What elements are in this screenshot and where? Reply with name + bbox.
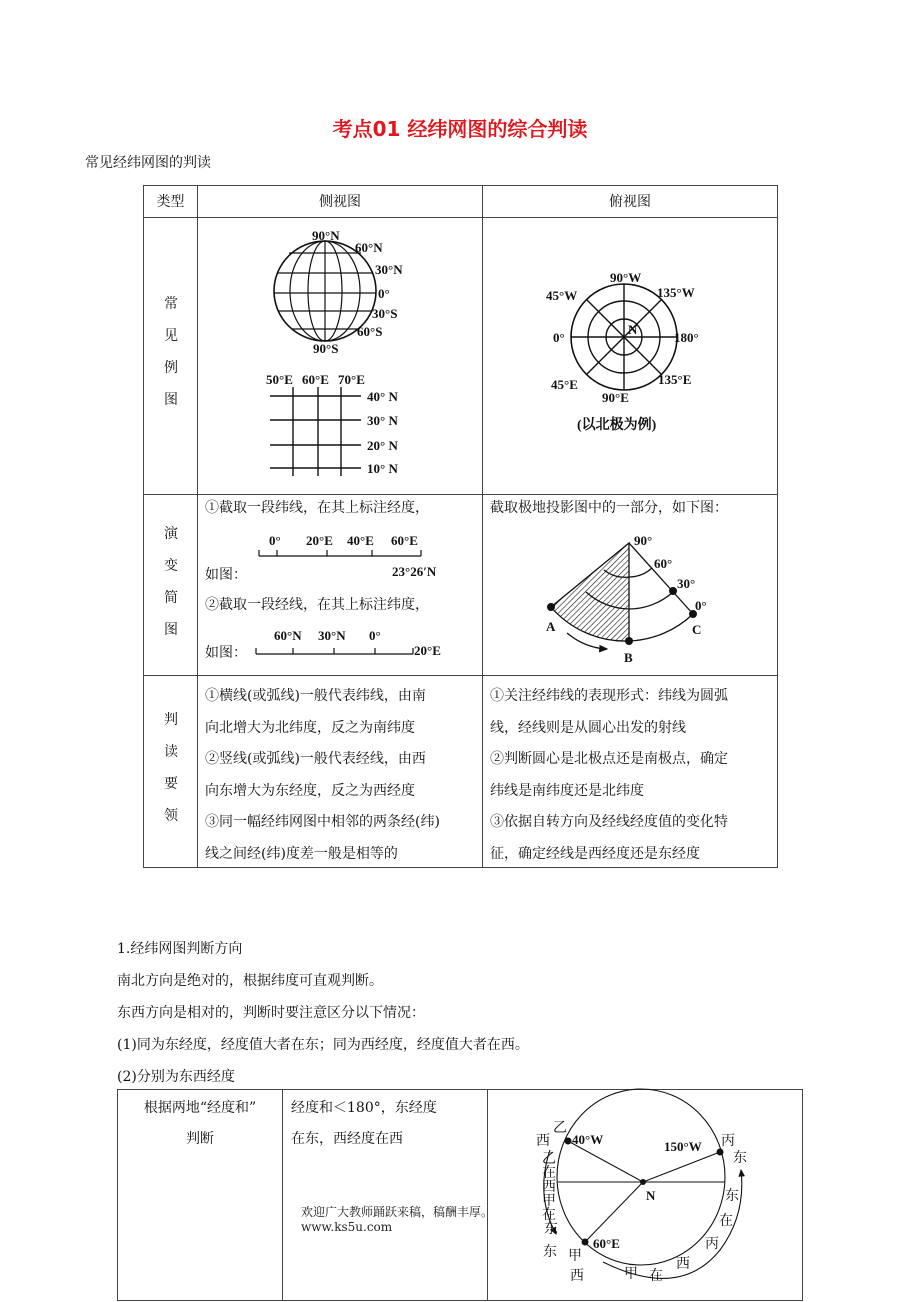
section-line: 东西方向是相对的，判断时要注意区分以下情况： xyxy=(117,1005,425,1021)
svg-text:23°26′N: 23°26′N xyxy=(392,564,437,579)
svg-text:东: 东 xyxy=(543,1245,557,1260)
svg-text:N: N xyxy=(646,1188,656,1203)
svg-text:10° N: 10° N xyxy=(367,461,398,476)
svg-text:N: N xyxy=(628,322,638,337)
svg-text:70°E: 70°E xyxy=(338,372,365,387)
svg-text:西: 西 xyxy=(676,1257,690,1272)
svg-text:C: C xyxy=(692,622,702,637)
section-line: (2)分别为东西经度 xyxy=(117,1069,235,1085)
svg-text:乙: 乙 xyxy=(542,1152,556,1167)
svg-text:乙: 乙 xyxy=(553,1121,567,1136)
svg-text:甲: 甲 xyxy=(542,1194,556,1209)
evolution-text-1: ①截取一段纬线，在其上标注经度， xyxy=(205,500,429,516)
svg-text:45°W: 45°W xyxy=(546,288,578,303)
svg-text:45°E: 45°E xyxy=(551,377,578,392)
svg-text:30°S: 30°S xyxy=(372,306,398,321)
svg-text:东: 东 xyxy=(733,1151,747,1166)
subtitle: 常见经纬网图的判读 xyxy=(85,155,211,171)
key-points-left: ①横线(或弧线)一般代表纬线，由南 向北增大为北纬度，反之为南纬度 ②竖线(或弧线)一般代表经线，由西 向东增大为东经度，反之为西经度 ③同一幅经纬网图中相邻的两条经(纬) 线之间经(纬)度差一般是相等的 xyxy=(205,688,440,862)
table-header-type: 类型 xyxy=(143,185,198,218)
svg-text:东: 东 xyxy=(544,1222,558,1237)
globe-labels xyxy=(312,228,403,356)
svg-text:甲: 甲 xyxy=(568,1249,582,1264)
svg-text:在: 在 xyxy=(542,1166,556,1181)
svg-text:0°: 0° xyxy=(369,628,381,643)
svg-text:20° N: 20° N xyxy=(367,438,398,453)
svg-text:西: 西 xyxy=(570,1269,584,1284)
section-line: 南北方向是绝对的，根据纬度可直观判断。 xyxy=(117,973,383,989)
svg-text:0°: 0° xyxy=(695,598,707,613)
svg-text:东: 东 xyxy=(725,1189,739,1204)
svg-text:在: 在 xyxy=(719,1214,733,1229)
key-points-right: ①关注经纬线的表现形式：纬线为圆弧 线，经线则是从圆心出发的射线 ②判断圆心是北极点还是南极点，确定 纬线是南纬度还是北纬度 ③依据自转方向及经线经度值的变化特 征，确定经线是西经度还是东经度 xyxy=(490,688,728,862)
svg-text:20°E: 20°E xyxy=(306,533,333,548)
svg-text:(以北极为例): (以北极为例) xyxy=(577,418,657,433)
svg-text:甲: 甲 xyxy=(624,1267,638,1282)
svg-text:60°E: 60°E xyxy=(302,372,329,387)
svg-text:30°N: 30°N xyxy=(318,628,346,643)
svg-text:西: 西 xyxy=(536,1134,550,1149)
svg-text:30° N: 30° N xyxy=(367,413,398,428)
page-title: 考点01 经纬网图的综合判读 xyxy=(332,117,588,141)
svg-text:60°E: 60°E xyxy=(593,1236,620,1251)
east-west-labels xyxy=(536,1121,747,1284)
svg-text:90°E: 90°E xyxy=(602,390,629,405)
svg-text:40°W: 40°W xyxy=(572,1132,604,1147)
svg-text:丙: 丙 xyxy=(705,1237,719,1252)
rectangular-grid xyxy=(270,387,361,476)
svg-text:A: A xyxy=(546,619,556,634)
table-header-side-view: 侧视图 xyxy=(197,185,483,218)
svg-text:在: 在 xyxy=(649,1269,663,1284)
table2-col2-line1: 经度和＜180°，东经度 xyxy=(291,1100,437,1116)
table2-col1-line2: 判断 xyxy=(186,1131,214,1147)
svg-text:90°W: 90°W xyxy=(610,270,642,285)
svg-text:40° N: 40° N xyxy=(367,389,398,404)
svg-text:0°: 0° xyxy=(269,533,281,548)
svg-text:60°E: 60°E xyxy=(391,533,418,548)
svg-text:0°: 0° xyxy=(378,286,390,301)
svg-text:90°: 90° xyxy=(634,533,653,548)
section-heading: 1.经纬网图判断方向 xyxy=(117,941,243,957)
latitude-segment xyxy=(259,550,421,556)
svg-text:在: 在 xyxy=(542,1208,556,1223)
evolution-text-right: 截取极地投影图中的一部分，如下图： xyxy=(490,500,728,516)
watermark: 欢迎广大教师踊跃来稿，稿酬丰厚。 www.ks5u.com xyxy=(301,1205,494,1234)
svg-text:60°N: 60°N xyxy=(274,628,302,643)
svg-text:30°: 30° xyxy=(677,576,696,591)
svg-text:50°E: 50°E xyxy=(266,372,293,387)
svg-text:丙: 丙 xyxy=(721,1134,735,1149)
svg-text:0°: 0° xyxy=(553,330,565,345)
svg-text:30°N: 30°N xyxy=(375,262,403,277)
svg-text:B: B xyxy=(624,650,633,665)
svg-text:135°W: 135°W xyxy=(657,285,695,300)
evolution-text-3: ②截取一段经线，在其上标注纬度， xyxy=(205,597,429,613)
row-label-key-points: 判 读 要 领 xyxy=(164,712,178,824)
svg-text:90°N: 90°N xyxy=(312,228,340,243)
table2-col1-line1: 根据两地“经度和” xyxy=(143,1100,257,1116)
svg-text:150°W: 150°W xyxy=(664,1139,702,1154)
svg-text:180°: 180° xyxy=(674,330,699,345)
svg-text:135°E: 135°E xyxy=(658,372,692,387)
evolution-text-2: 如图： xyxy=(205,567,247,583)
row-label-examples: 常 见 例 图 xyxy=(164,296,178,408)
svg-text:40°E: 40°E xyxy=(347,533,374,548)
svg-text:西: 西 xyxy=(542,1180,556,1195)
grid-labels xyxy=(266,372,398,476)
table-header-top-view: 俯视图 xyxy=(482,185,778,218)
evolution-text-4: 如图： xyxy=(205,645,247,661)
svg-text:20°E: 20°E xyxy=(414,643,441,658)
longitude-segment xyxy=(256,648,413,654)
svg-text:60°S: 60°S xyxy=(357,324,383,339)
row-label-evolution: 演 变 简 图 xyxy=(164,526,178,638)
svg-text:90°S: 90°S xyxy=(313,341,339,356)
svg-text:60°N: 60°N xyxy=(355,240,383,255)
table2-col2-line2: 在东，西经度在西 xyxy=(291,1131,403,1147)
svg-text:60°: 60° xyxy=(654,556,673,571)
section-line: (1)同为东经度，经度值大者在东；同为西经度，经度值大者在西。 xyxy=(117,1037,529,1053)
